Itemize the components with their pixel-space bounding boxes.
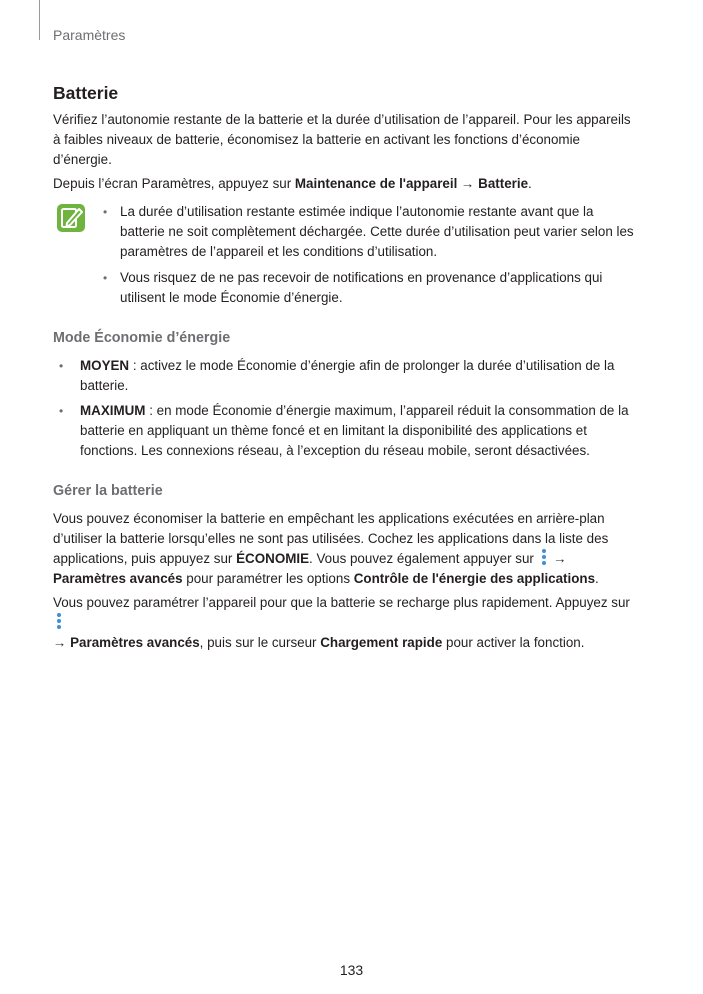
power-mode-item-maximum: • MAXIMUM : en mode Économie d’énergie maximum, l’appareil réduit la consommation de la batterie en appliquant un thème foncé et en limitant la disponibilité des applications et fonctions. Les connexions réseau, à l’exception du réseau mobile, seront désactivées.	[59, 403, 629, 458]
manage-battery-heading: Gérer la batterie	[53, 483, 163, 499]
section-title: Batterie	[53, 83, 119, 103]
note-item: • Vous risquez de ne pas recevoir de notifications en provenance d’applications qui utilisent le mode Économie d’énergie.	[103, 270, 603, 305]
manage-paragraph-1: Vous pouvez économiser la batterie en empêchant les applications exécutées en arrière-plan d’utiliser la batterie lorsqu’elles ne sont pas utilisées. Cochez les applications dans la liste des applications, puis appuyez sur ÉCONOMIE. Vous pouvez également appuyer sur → Paramètres avancés pour paramétrer les options Contrôle de l'énergie des applications.	[53, 511, 609, 586]
note-item: • La durée d’utilisation restante estimée indique l’autonomie restante avant que la batterie ne soit complètement déchargée. Cette durée d’utilisation peut varier selon les paramètres de l’appareil et les conditions d’utilisation.	[103, 204, 634, 259]
main-content	[53, 80, 638, 653]
path-step-battery: Batterie	[478, 176, 529, 191]
power-mode-heading: Mode Économie d’énergie	[53, 330, 231, 346]
more-options-icon	[55, 613, 63, 630]
running-header: Paramètres	[53, 27, 126, 43]
path-step-maintenance: Maintenance de l'appareil	[294, 176, 458, 191]
page-number: 133	[339, 962, 364, 978]
header-rule	[39, 0, 40, 40]
note-box	[53, 202, 638, 308]
navigation-path: Depuis l’écran Paramètres, appuyez sur Maintenance de l'appareil → Batterie.	[53, 176, 532, 191]
more-options-icon	[540, 549, 548, 566]
intro-paragraph: Vérifiez l’autonomie restante de la batterie et la durée d’utilisation de l’appareil. Pour les appareils à faibles niveaux de batterie, économisez la batterie en activant les fonctions d’économie d’énergie.	[53, 112, 631, 167]
manage-paragraph-2: Vous pouvez paramétrer l’appareil pour que la batterie se recharge plus rapidement. Appuyez sur → Paramètres avancés, puis sur le curseur Chargement rapide pour activer la fonction.	[53, 595, 630, 650]
note-pencil-icon	[56, 203, 86, 233]
power-mode-item-moyen: • MOYEN : activez le mode Économie d’énergie afin de prolonger la durée d’utilisation de la batterie.	[59, 358, 615, 393]
